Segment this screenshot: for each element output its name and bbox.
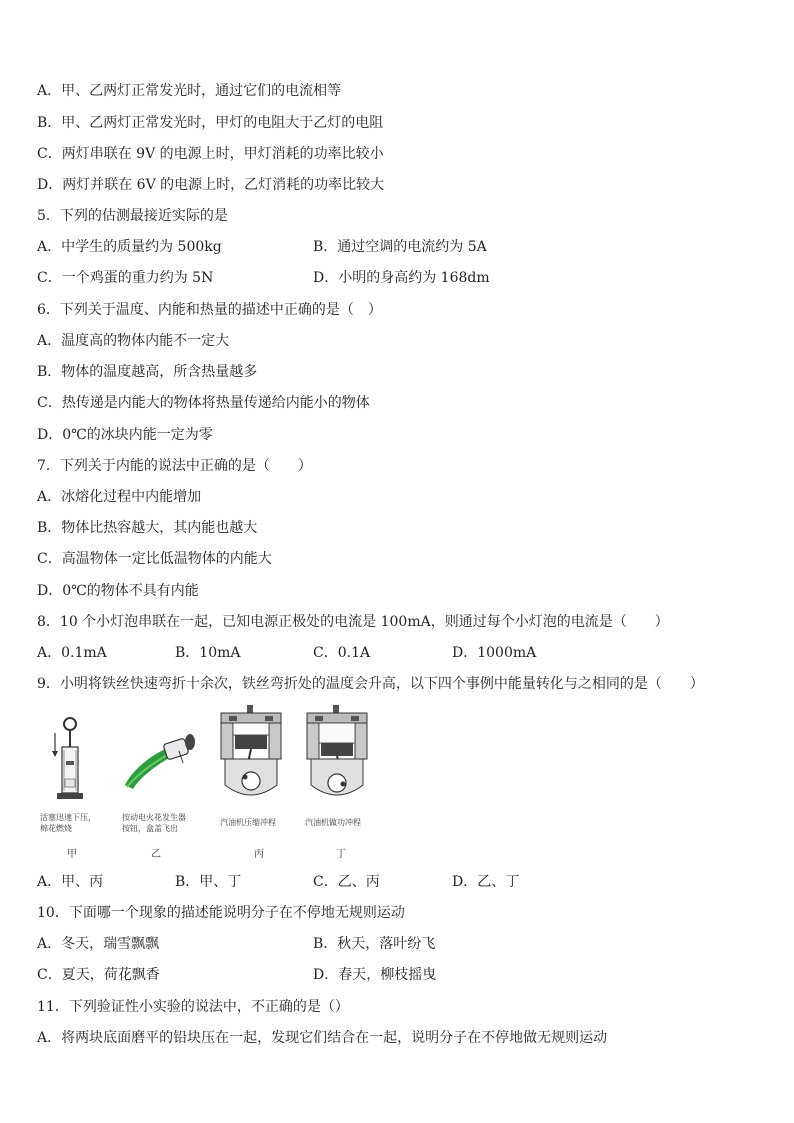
q11-option-a: A．将两块底面磨平的铅块压在一起，发现它们结合在一起，说明分子在不停地做无规则运动 — [37, 1030, 608, 1046]
q8-option-d: D．1000mA — [452, 645, 537, 661]
q7-option-b: B．物体比热容越大，其内能也越大 — [37, 520, 258, 536]
compression-stroke-caption: 汽油机压缩冲程 — [220, 818, 276, 827]
q9-option-b: B．甲、丁 — [175, 874, 242, 890]
q10-option-d: D．春天，柳枝摇曳 — [313, 967, 437, 983]
fire-syringe-caption: 活塞迅速下压， 棉花燃烧 — [40, 813, 96, 833]
q10-stem: 10．下面哪一个现象的描述能说明分子在不停地无规则运动 — [37, 905, 405, 921]
q8-option-c: C．0.1A — [313, 645, 371, 661]
q8-option-b: B．10mA — [175, 645, 241, 661]
q5-option-a: A．中学生的质量约为 500kg — [37, 239, 222, 255]
compression-stroke-image — [217, 705, 285, 805]
q9-stem: 9．小明将铁丝快速弯折十余次，铁丝弯折处的温度会升高，以下四个事例中能量转化与之相同的是（ ） — [37, 676, 704, 692]
q9-option-c: C．乙、丙 — [313, 874, 380, 890]
label-yi: 乙 — [151, 849, 161, 860]
power-stroke-caption: 汽油机做功冲程 — [305, 818, 361, 827]
q4-option-b: B．甲、乙两灯正常发光时，甲灯的电阻大于乙灯的电阻 — [37, 115, 384, 131]
spark-generator-image — [119, 733, 201, 793]
q6-stem: 6．下列关于温度、内能和热量的描述中正确的是（ ） — [37, 302, 382, 318]
q9-option-d: D．乙、丁 — [452, 874, 520, 890]
q4-option-c: C．两灯串联在 9V 的电源上时，甲灯消耗的功率比较小 — [37, 146, 384, 162]
q5-option-c: C．一个鸡蛋的重力约为 5N — [37, 270, 214, 286]
q11-stem: 11．下列验证性小实验的说法中，不正确的是（） — [37, 999, 349, 1015]
q6-option-a: A．温度高的物体内能不一定大 — [37, 333, 230, 349]
label-jia: 甲 — [67, 849, 77, 860]
q8-stem: 8．10 个小灯泡串联在一起，已知电源正极处的电流是 100mA，则通过每个小灯泡的电流是（ ） — [37, 614, 669, 630]
q6-option-b: B．物体的温度越高，所含热量越多 — [37, 364, 258, 380]
q6-option-c: C．热传递是内能大的物体将热量传递给内能小的物体 — [37, 395, 370, 411]
q9-figure-row — [37, 705, 397, 860]
q4-option-a: A．甲、乙两灯正常发光时，通过它们的电流相等 — [37, 83, 342, 99]
q8-option-a: A．0.1mA — [37, 645, 107, 661]
q10-option-b: B．秋天，落叶纷飞 — [313, 936, 436, 952]
q5-option-b: B．通过空调的电流约为 5A — [313, 239, 487, 255]
spark-generator-caption: 按动电火花发生器 按钮，盒盖飞出 — [122, 813, 186, 833]
q4-option-d: D．两灯并联在 6V 的电源上时，乙灯消耗的功率比较大 — [37, 177, 385, 193]
q5-option-d: D．小明的身高约为 168dm — [313, 270, 490, 286]
label-ding: 丁 — [336, 849, 346, 860]
q6-option-d: D．0℃的冰块内能一定为零 — [37, 427, 213, 443]
q10-option-a: A．冬天，瑞雪飘飘 — [37, 936, 160, 952]
q7-option-a: A．冰熔化过程中内能增加 — [37, 489, 202, 505]
fire-syringe-image — [43, 717, 103, 805]
power-stroke-image — [303, 705, 371, 805]
label-bing: 丙 — [254, 849, 264, 860]
q7-option-d: D．0℃的物体不具有内能 — [37, 583, 199, 599]
q10-option-c: C．夏天，荷花飘香 — [37, 967, 160, 983]
q7-option-c: C．高温物体一定比低温物体的内能大 — [37, 551, 272, 567]
q5-stem: 5．下列的估测最接近实际的是 — [37, 208, 228, 224]
q9-option-a: A．甲、丙 — [37, 874, 104, 890]
q7-stem: 7．下列关于内能的说法中正确的是（ ） — [37, 458, 312, 474]
